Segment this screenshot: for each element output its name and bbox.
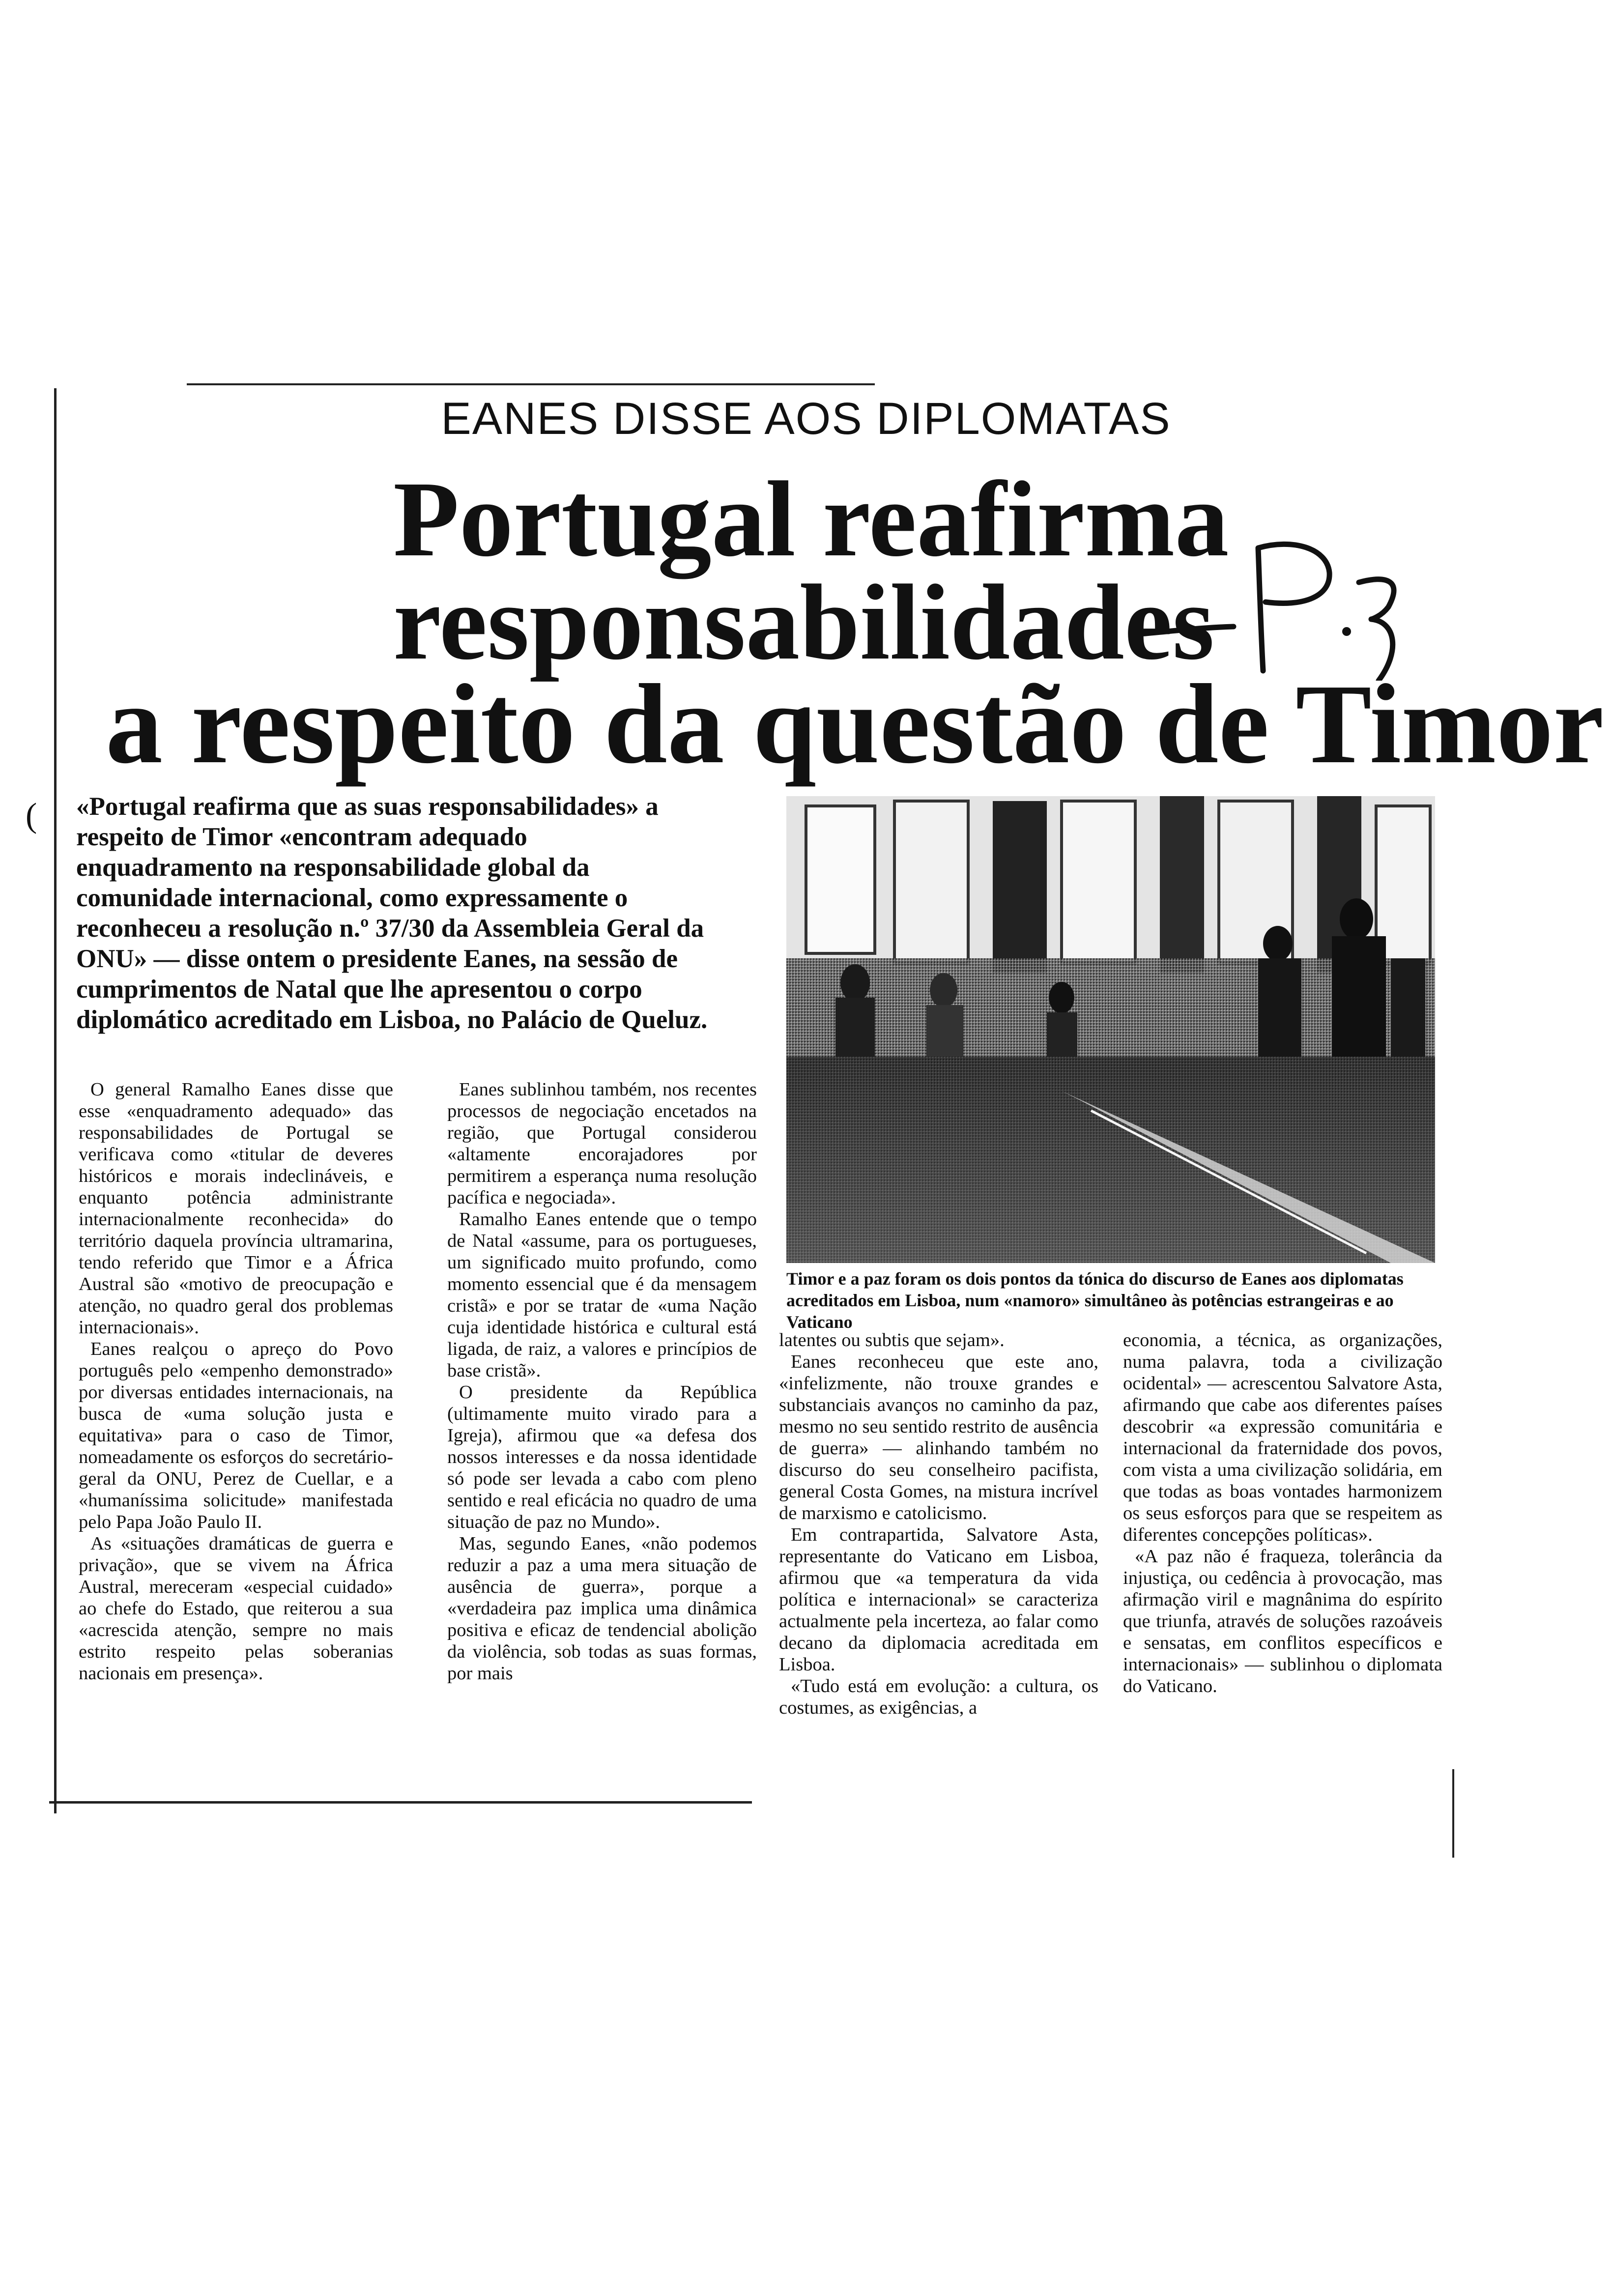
lede-text: «Portugal reafirma que as suas responsabilidades» a respeito de Timor «encontram adequado enquadramento na responsabilidade global da comunidade internacional, como expressamente o reconheceu a resolução n.º 37/30 da Assembleia Geral da ONU» — disse ontem o presidente Eanes, na sessão de cumprimentos de Natal que lhe apresentou o corpo diplomático acreditado em Lisboa, no Palácio de Queluz. <box>76 792 708 1034</box>
paragraph: Eanes realçou o apreço do Povo português pelo «empenho demonstrado» por diversas entidades internacionais, na busca de «uma solução justa e equitativa» para o caso de Timor, nomeadamente os esforços do secretário-geral da ONU, Perez de Cuellar, e a «humaníssima solicitude» manifestada pelo Papa João Paulo II. <box>79 1339 393 1532</box>
paragraph: O presidente da República (ultimamente muito virado para a Igreja), afirmou que «a defesa dos nossos interesses e da nossa identidade só pode ser levada a cabo com pleno sentido e real eficácia no quadro de uma situação de paz no Mundo». <box>447 1382 757 1532</box>
paragraph: Ramalho Eanes entende que o tempo de Natal «assume, para os portugueses, um significado muito profundo, como momento essencial que é da mensagem cristã» e por se tratar de «uma Nação cuja identidade histórica e cultural está ligada, de raiz, a valores e princípios de base cristã». <box>447 1209 757 1381</box>
paragraph: economia, a técnica, as organizações, numa palavra, toda a civilização ocidental» — acrescentou Salvatore Asta, afirmando que cabe aos diferentes países descobrir «a expressão comunitária e internacional da fraternidade dos povos, com vista a uma civilização solidária, em que todas as boas vontades harmonizem os seus esforços para que se respeitem as diferentes concepções políticas». <box>1123 1330 1442 1545</box>
paragraph: Mas, segundo Eanes, «não podemos reduzir a paz a uma mera situação de ausência de guerra», porque a «verdadeira paz implica uma dinâmica positiva e eficaz de tendencial abolição da violência, sob todas as suas formas, por mais <box>447 1533 757 1684</box>
paragraph: O general Ramalho Eanes disse que esse «enquadramento adequado» das responsabilidades de Portugal se verificava como «titular de deveres históricos e morais indeclináveis, e enquanto potência administrante internacionalmente reconhecida» do território daquela província ultramarina, tendo referido que Timor e a África Austral são «motivo de preocupação e atenção, no quadro geral dos problemas internacionais». <box>79 1079 393 1338</box>
body-column-3 <box>779 1329 1098 1719</box>
headline-line-1: Portugal reafirma <box>393 459 1229 579</box>
headline-line-2: responsabilidades <box>393 562 1214 682</box>
photo-caption: Timor e a paz foram os dois pontos da tónica do discurso de Eanes aos diplomatas acreditados em Lisboa, num «namoro» simultâneo às potências estrangeiras e ao Vaticano <box>786 1269 1404 1332</box>
handwritten-annotation <box>1140 533 1406 681</box>
paragraph: Em contrapartida, Salvatore Asta, representante do Vaticano em Lisboa, afirmou que «a temperatura da vida política e internacional» se caracteriza actualmente pela incerteza, ao falar como decano da diplomacia acreditada em Lisboa. <box>779 1524 1098 1675</box>
paragraph: As «situações dramáticas de guerra e privação», que se vivem na África Austral, mereceram «especial cuidado» ao chefe do Estado, que reiterou a sua «acrescida atenção, sempre no mais estrito respeito pelas soberanias nacionais em presença». <box>79 1533 393 1684</box>
paragraph: «Tudo está em evolução: a cultura, os costumes, as exigências, a <box>779 1676 1098 1718</box>
paragraph: «A paz não é fraqueza, tolerância da injustiça, ou cedência à provocação, mas afirmação viril e magnânima do espírito que triunfa, através de soluções razoáveis e sensatas, em conflitos específicos e internacionais» — sublinhou o diplomata do Vaticano. <box>1123 1546 1442 1696</box>
paragraph: latentes ou subtis que sejam». <box>779 1330 1005 1350</box>
kicker: EANES DISSE AOS DIPLOMATAS <box>441 394 1171 444</box>
left-column-rule <box>54 388 57 1813</box>
event-photo <box>786 796 1435 1263</box>
body-column-2 <box>447 1079 757 1684</box>
paragraph: Eanes sublinhou também, nos recentes processos de negociação encetados na região, que Portugal considerou «altamente encorajadores por permitirem a esperança numa resolução pacífica e negociada». <box>447 1079 757 1208</box>
bottom-rule <box>49 1801 752 1804</box>
body-column-1 <box>79 1079 393 1684</box>
body-column-4 <box>1123 1329 1442 1697</box>
right-column-rule <box>1452 1769 1454 1858</box>
top-rule <box>187 383 875 385</box>
lede-paragraph <box>76 791 710 1035</box>
margin-mark: ( <box>26 797 37 834</box>
paragraph: Eanes reconheceu que este ano, «infelizmente, não trouxe grandes e substanciais avanços no caminho da paz, mesmo no seu sentido restrito de ausência de guerra» — alinhando também no discurso do seu conselheiro pacifista, general Costa Gomes, na mistura incrível de marxismo e catolicismo. <box>779 1351 1098 1523</box>
headline-line-3: a respeito da questão de Timor <box>106 661 1604 787</box>
